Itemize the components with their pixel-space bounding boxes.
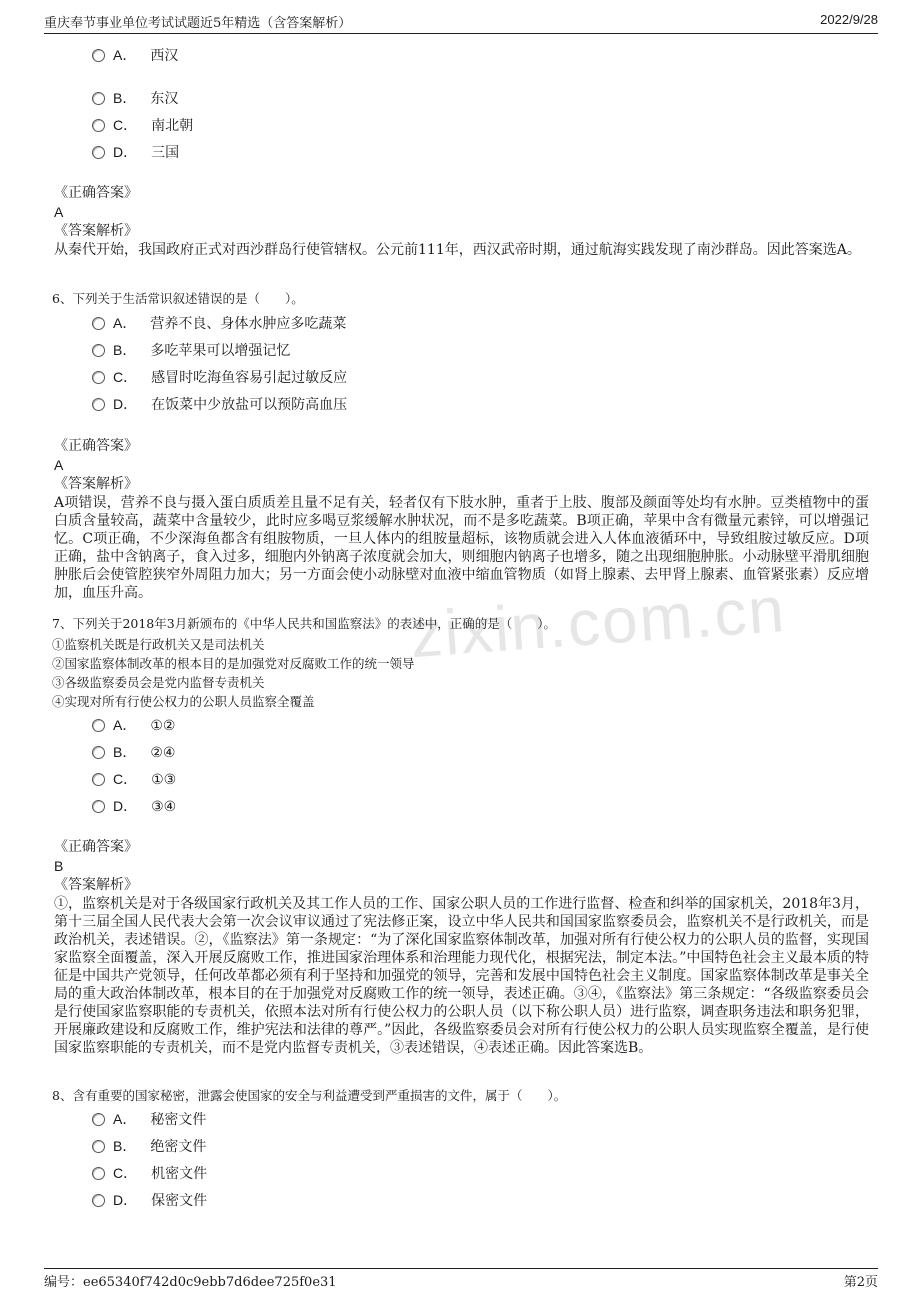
q7-answer: B — [54, 858, 64, 874]
q8-question: 8、含有重要的国家秘密，泄露会使国家的安全与利益遭受到严重损害的文件，属于（ ）。 — [52, 1088, 567, 1103]
footer-divider — [44, 1268, 878, 1269]
q5-option-c[interactable]: C． 南北朝 — [92, 115, 193, 135]
q8-option-b[interactable]: B． 绝密文件 — [92, 1136, 206, 1156]
q5-answer-label: 《正确答案》 — [54, 185, 138, 201]
q7-option-b[interactable]: B． ②④ — [92, 742, 175, 762]
q7-statement-3: ③各级监察委员会是党内监督专责机关 — [52, 675, 265, 690]
radio-icon[interactable] — [92, 92, 105, 105]
q7-option-d[interactable]: D． ③④ — [92, 796, 176, 816]
q8-option-a[interactable]: A． 秘密文件 — [92, 1109, 206, 1129]
radio-icon[interactable] — [92, 398, 105, 411]
q6-option-d[interactable]: D． 在饭菜中少放盐可以预防高血压 — [92, 394, 347, 414]
page-number: 第2页 — [843, 1275, 878, 1290]
q7-option-c[interactable]: C． ①③ — [92, 769, 176, 789]
radio-icon[interactable] — [92, 1140, 105, 1153]
document-date: 2022/9/28 — [820, 12, 878, 27]
header-divider — [44, 33, 878, 34]
q6-answer: A — [54, 457, 64, 473]
q6-option-a[interactable]: A． 营养不良、身体水肿应多吃蔬菜 — [92, 313, 346, 333]
q7-question: 7、下列关于2018年3月新颁布的《中华人民共和国监察法》的表述中，正确的是（ ）。 — [52, 616, 556, 631]
radio-icon[interactable] — [92, 344, 105, 357]
q8-option-c[interactable]: C． 机密文件 — [92, 1163, 207, 1183]
radio-icon[interactable] — [92, 800, 105, 813]
radio-icon[interactable] — [92, 317, 105, 330]
radio-icon[interactable] — [92, 146, 105, 159]
document-title: 重庆奉节事业单位考试试题近5年精选（含答案解析） — [44, 16, 352, 31]
radio-icon[interactable] — [92, 746, 105, 759]
radio-icon[interactable] — [92, 1113, 105, 1126]
q7-statement-1: ①监察机关既是行政机关又是司法机关 — [52, 637, 265, 652]
page-header — [44, 12, 878, 32]
radio-icon[interactable] — [92, 773, 105, 786]
q6-answer-label: 《正确答案》 — [54, 438, 138, 454]
radio-icon[interactable] — [92, 49, 105, 62]
q6-analysis-label: 《答案解析》 — [54, 476, 138, 492]
watermark: zixin.com.cn — [407, 572, 789, 672]
q7-answer-label: 《正确答案》 — [54, 839, 138, 855]
q6-option-c[interactable]: C． 感冒时吃海鱼容易引起过敏反应 — [92, 367, 347, 387]
q7-statement-4: ④实现对所有行使公权力的公职人员监察全覆盖 — [52, 694, 315, 709]
q5-option-b[interactable]: B． 东汉 — [92, 88, 178, 108]
q6-option-b[interactable]: B． 多吃苹果可以增强记忆 — [92, 340, 290, 360]
radio-icon[interactable] — [92, 371, 105, 384]
q7-statement-2: ②国家监察体制改革的根本目的是加强党对反腐败工作的统一领导 — [52, 656, 415, 671]
q6-analysis: A项错误，营养不良与摄入蛋白质质差且量不足有关，轻者仅有下肢水肿，重者于上肢、腹部及颜面等处均有水肿。豆类植物中的蛋白质含量较高，蔬菜中含量较少，此时应多喝豆浆缓解水肿状况，而不是多吃蔬菜。B项正确，苹果中含有微量元素锌，可以增强记忆。C项正确，不少深海鱼都含有组胺物质，一旦人体内的组胺量超标，该物质就会进入人体血液循环中，导致组胺过敏反应。D项正确，盐中含钠离子，食入过多，细胞内外钠离子浓度就会加大，则细胞内钠离子也增多，随之出现细胞肿胀。小动脉壁平滑肌细胞肿胀后会使管腔狭窄外周阻力加大；另一方面会使小动脉壁对血液中缩血管物质（如肾上腺素、去甲肾上腺素、血管紧张素）反应增加，血压升高。 — [54, 495, 869, 601]
q5-option-d[interactable]: D． 三国 — [92, 142, 179, 162]
q7-analysis: ①，监察机关是对于各级国家行政机关及其工作人员的工作、国家公职人员的工作进行监督、检查和纠举的国家机关，2018年3月，第十三届全国人民代表大会第一次会议审议通过了宪法修正案，设立中华人民共和国国家监察委员会，监察机关不是行政机关，而是政治机关，表述错误。②，《监察法》第一条规定：“为了深化国家监察体制改革，加强对所有行使公权力的公职人员的监督，实现国家监察全面覆盖，深入开展反腐败工作，推进国家治理体系和治理能力现代化，根据宪法，制定本法。”中国特色社会主义最本质的特征是中国共产党领导，任何改革都必须有利于坚持和加强党的领导，完善和发展中国特色社会主义制度。国家监察体制改革是事关全局的重大政治体制改革，根本目的在于加强党对反腐败工作的统一领导，表述正确。③④，《监察法》第三条规定：“各级监察委员会是行使国家监察职能的专责机关，依照本法对所有行使公权力的公职人员（以下称公职人员）进行监察，调查职务违法和职务犯罪，开展廉政建设和反腐败工作，维护宪法和法律的尊严。”因此，各级监察委员会对所有行使公权力的公职人员实现监察全覆盖，是行使国家监察职能的专责机关，而不是党内监督专责机关，③表述错误，④表述正确。因此答案选B。 — [54, 896, 869, 1056]
radio-icon[interactable] — [92, 719, 105, 732]
radio-icon[interactable] — [92, 1194, 105, 1207]
q7-option-a[interactable]: A． ①② — [92, 715, 175, 735]
radio-icon[interactable] — [92, 119, 105, 132]
q5-analysis-label: 《答案解析》 — [54, 223, 138, 239]
document-code: 编号：ee65340f742d0c9ebb7d6dee725f0e31 — [44, 1275, 337, 1290]
q8-option-d[interactable]: D． 保密文件 — [92, 1190, 207, 1210]
q6-question: 6、下列关于生活常识叙述错误的是（ ）。 — [52, 291, 304, 306]
radio-icon[interactable] — [92, 1167, 105, 1180]
q5-answer: A — [54, 204, 64, 220]
q5-analysis: 从秦代开始，我国政府正式对西沙群岛行使管辖权。公元前111年，西汉武帝时期，通过航海实践发现了南沙群岛。因此答案选A。 — [54, 242, 861, 258]
q7-analysis-label: 《答案解析》 — [54, 877, 138, 893]
q5-option-a[interactable]: A． 西汉 — [92, 45, 178, 65]
